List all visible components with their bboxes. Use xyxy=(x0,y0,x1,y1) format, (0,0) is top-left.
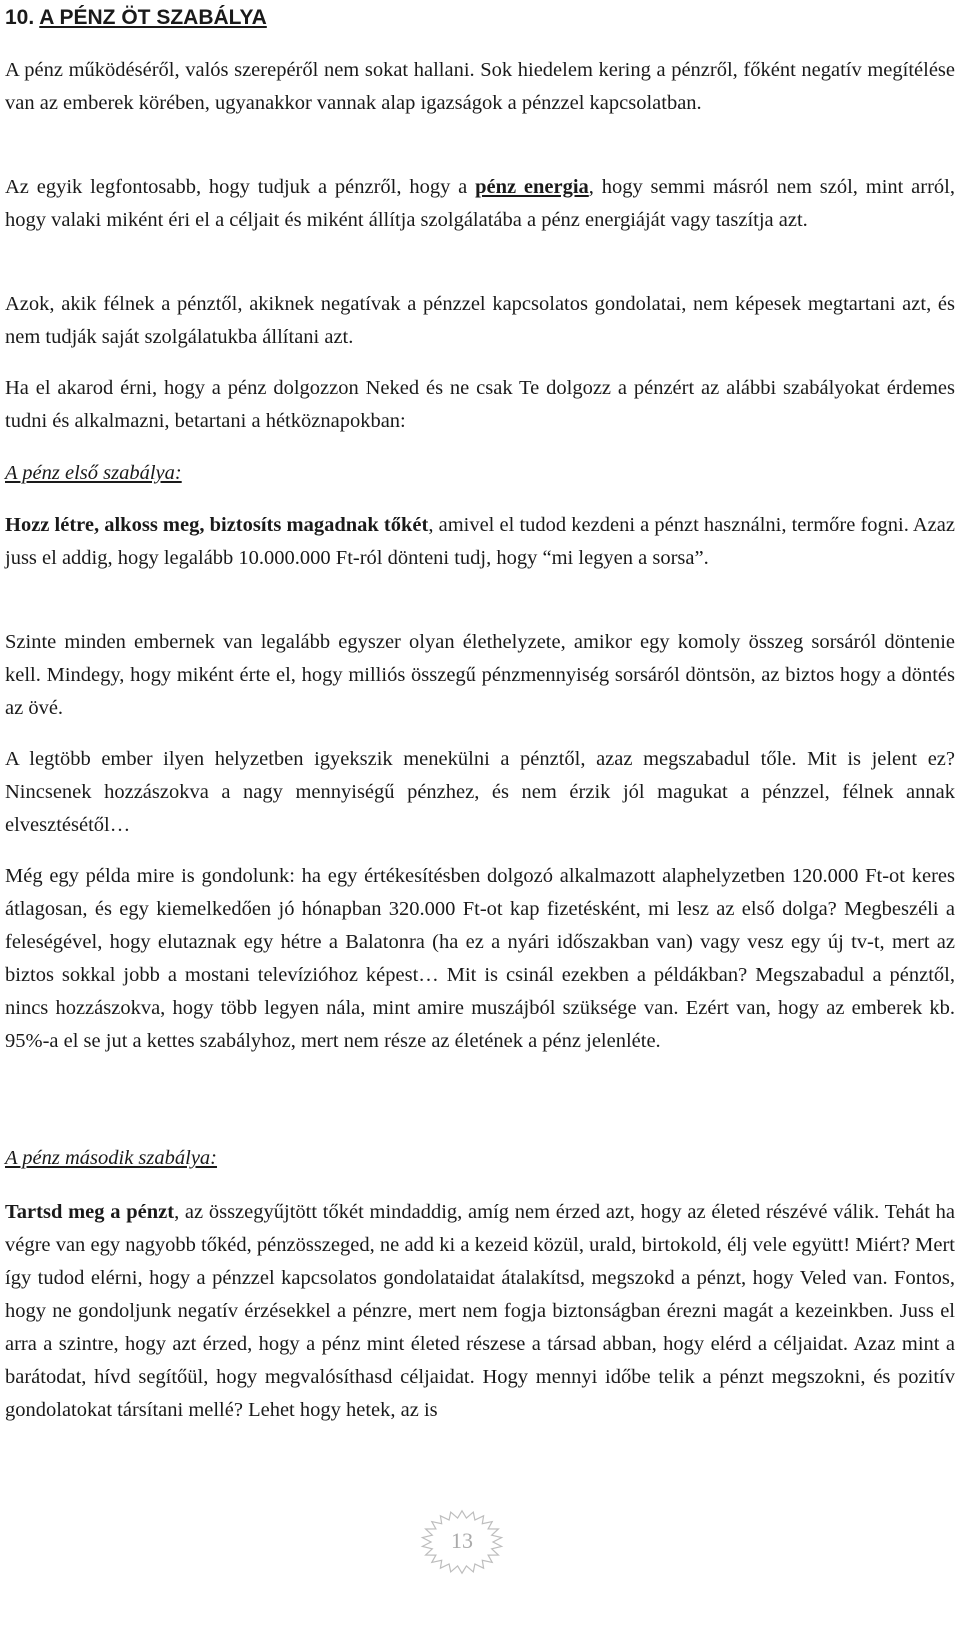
emphasis-money-energy: pénz energia xyxy=(475,176,589,198)
paragraph-rule-1: Hozz létre, alkoss meg, biztosíts magadnak tőkét, amivel el tudod kezdeni a pénzt használni, termőre fogni. Azaz juss el addig, hogy legalább 10.000.000 Ft-ról dönteni tudj, hogy “mi legyen a sorsa”. xyxy=(5,514,955,569)
page-number: 13 xyxy=(451,1528,473,1553)
paragraph-fear: Azok, akik félnek a pénztől, akiknek negatívak a pénzzel kapcsolatos gondolatai, nem képesek megtartani azt, és nem tudják saját szolgálatukba állítani azt. xyxy=(5,293,955,348)
paragraph-example: Még egy példa mire is gondolunk: ha egy értékesítésben dolgozó alkalmazott alaphelyzetben 120.000 Ft-ot keres átlagosan, és egy kiemelkedően jó hónapban 320.000 Ft-ot kap fizetésként, mi lesz az első dolga? Megbeszéli a feleségével, hogy elutaznak egy hétre a Balatonra (ha ez a nyári időszakban van) vagy vesz egy új tv-t, mert az biztos sokkal jobb a mostani televízióhoz képest… Mit is csinál ezekben a példákban? Megszabadul a pénztől, nincs hozzászokva, hogy több legyen nála, mint amire muszájból szüksége van. Ezért van, hogy az emberek kb. 95%-a el se jut a kettes szabályhoz, mert nem része az életének a pénz jelenléte. xyxy=(5,865,955,1052)
chapter-number: 10. xyxy=(5,6,35,29)
paragraph-rule-2: Tartsd meg a pénzt, az összegyűjtött tőkét mindaddig, amíg nem érzed azt, hogy az életed részévé válik. Tehát ha végre van egy nagyobb tőkéd, pénzösszeged, ne add ki a kezeid közül, urald, birtokold, élj vele együtt! Miért? Mert így tudod elérni, hogy a pénzzel kapcsolatos gondolataidat átalakítsd, megszokd a pénzt, hogy Veled van. Fontos, hogy ne gondoljunk negatív érzésekkel a pénzre, mert nem fogja biztonságban érezni magát a kezeinkben. Juss el arra a szintre, hogy azt érzed, hogy a pénz mint életed részese a társad abban, hogy elérd a céljaidat. Azaz mint a barátodat, hívd segítőül, hogy megvalósíthasd céljaidat. Hogy mennyi időbe telik a pénzt megszokni, és pozitív gondolatokat társítani mellé? Lehet hogy hetek, az is xyxy=(5,1201,955,1421)
rule-2-heading: A pénz második szabálya: xyxy=(5,1147,218,1169)
rule-2-statement: Tartsd meg a pénzt xyxy=(5,1201,175,1223)
paragraph-rules-intro: Ha el akarod érni, hogy a pénz dolgozzon Neked és ne csak Te dolgozz a pénzért az alábbi szabályokat érdemes tudni és alkalmazni, betartani a hétköznapokban: xyxy=(5,377,955,432)
chapter-title: A PÉNZ ÖT SZABÁLYA xyxy=(39,6,267,29)
paragraph-decision: Szinte minden embernek van legalább egyszer olyan élethelyzete, amikor egy komoly összeg sorsáról döntenie kell. Mindegy, hogy miként érte el, hogy milliós összegű pénzmennyiség sorsáról döntsön, az biztos hogy a döntés az övé. xyxy=(5,631,955,719)
paragraph-intro: A pénz működéséről, valós szerepéről nem sokat hallani. Sok hiedelem kering a pénzről, főként negatív megítélése van az emberek körében, ugyanakkor vannak alap igazságok a pénzzel kapcsolatban. xyxy=(5,59,955,114)
rule-1-heading: A pénz első szabálya: xyxy=(5,462,182,484)
rule-1-statement: Hozz létre, alkoss meg, biztosíts magadnak tőkét xyxy=(5,514,429,536)
paragraph-energy: Az egyik legfontosabb, hogy tudjuk a pénzről, hogy a pénz energia, hogy semmi másról nem szól, mint arról, hogy valaki miként éri el a céljait és miként állítja szolgálatába a pénz energiáját vagy taszítja azt. xyxy=(5,176,955,231)
page-number-badge xyxy=(414,1500,510,1596)
chapter-heading xyxy=(5,2,267,34)
paragraph-escape: A legtöbb ember ilyen helyzetben igyekszik menekülni a pénztől, azaz megszabadul tőle. Mit is jelent ez? Nincsenek hozzászokva a nagy mennyiségű pénzhez, és nem érzik jól magukat a pénzzel, félnek annak elvesztésétől… xyxy=(5,748,955,836)
